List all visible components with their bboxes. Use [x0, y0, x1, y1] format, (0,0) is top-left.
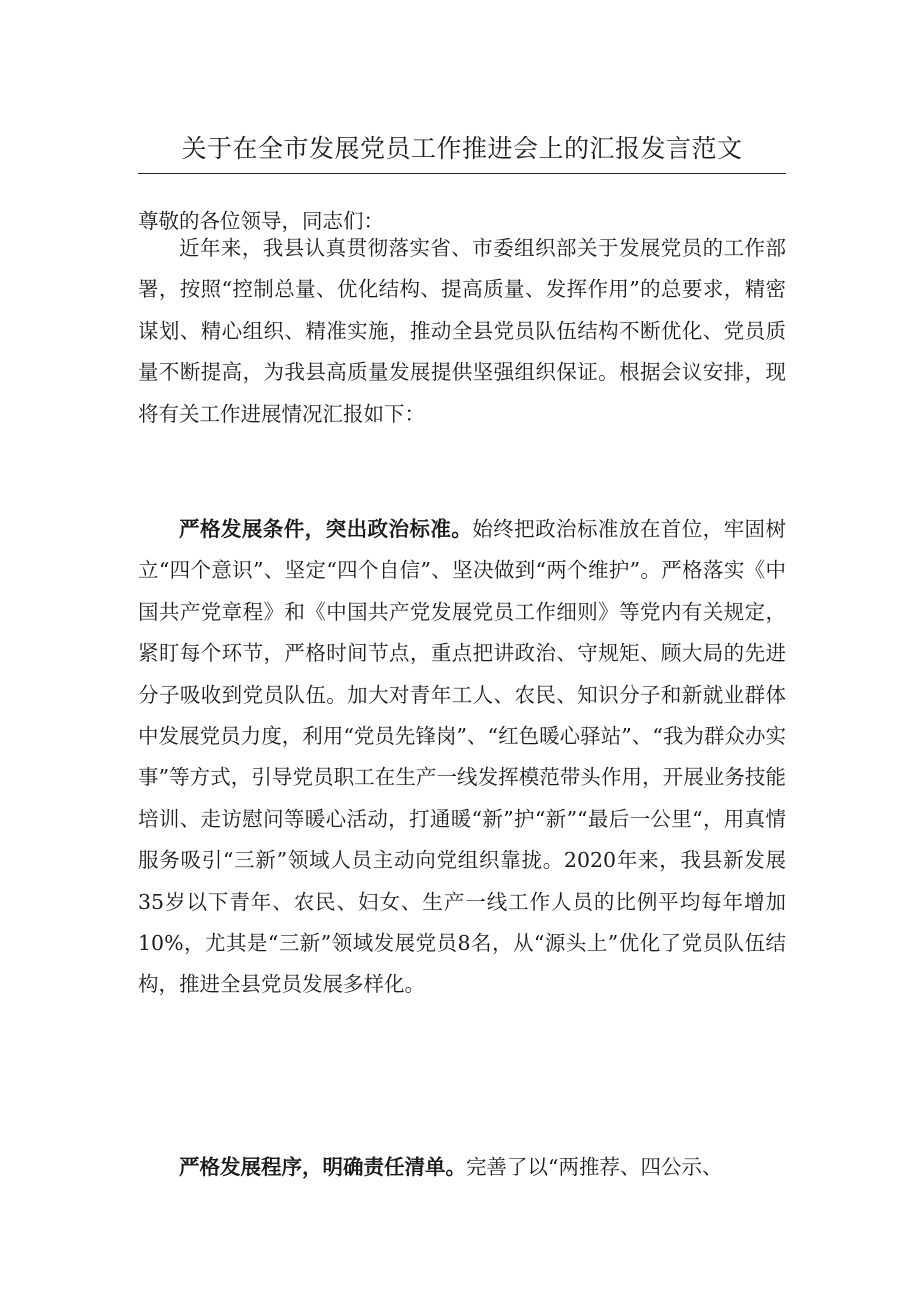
- paragraph-political-standard: [138, 509, 786, 1006]
- paragraph-text: 近年来，我县认真贯彻落实省、市委组织部关于发展党员的工作部署，按照“控制总量、优化结构、提高质量、发挥作用”的总要求，精密谋划、精心组织、精准实施，推动全县党员队伍结构不断优化、党员质量不断提高，为我县高质量发展提供坚强组织保证。根据会议安排，现将有关工作进展情况汇报如下：: [138, 236, 786, 426]
- paragraph-text: 完善了以“两推荐、四公示、: [466, 1155, 723, 1179]
- paragraph-lead: 严格发展条件，突出政治标准。: [179, 517, 473, 541]
- salutation: 尊敬的各位领导，同志们：: [138, 209, 384, 233]
- paragraph-procedure: [138, 1147, 786, 1188]
- document-title: 关于在全市发展党员工作推进会上的汇报发言范文: [181, 134, 743, 163]
- paragraph-lead: 严格发展程序，明确责任清单。: [179, 1155, 466, 1179]
- paragraph-intro: [138, 228, 786, 435]
- paragraph-text: 始终把政治标准放在首位，牢固树立“四个意识”、坚定“四个自信”、坚决做到“两个维护”。严格落实《中国共产党章程》和《中国共产党发展党员工作细则》等党内有关规定，紧盯每个环节，严格时间节点，重点把讲政治、守规矩、顾大局的先进分子吸收到党员队伍。加大对青年工人、农民、知识分子和新就业群体中发展党员力度，利用“党员先锋岗”、“红色暖心驿站”、“我为群众办实事”等方式，引导党员职工在生产一线发挥模范带头作用，开展业务技能培训、走访慰问等暖心活动，打通暖“新”护“新”“最后一公里“，用真情服务吸引“三新”领域人员主动向党组织靠拢。2020年来，我县新发展35岁以下青年、农民、妇女、生产一线工作人员的比例平均每年增加10%，尤其是“三新”领域发展党员8名，从“源头上”优化了党员队伍结构，推进全县党员发展多样化。: [138, 517, 786, 997]
- title-divider: [138, 173, 786, 174]
